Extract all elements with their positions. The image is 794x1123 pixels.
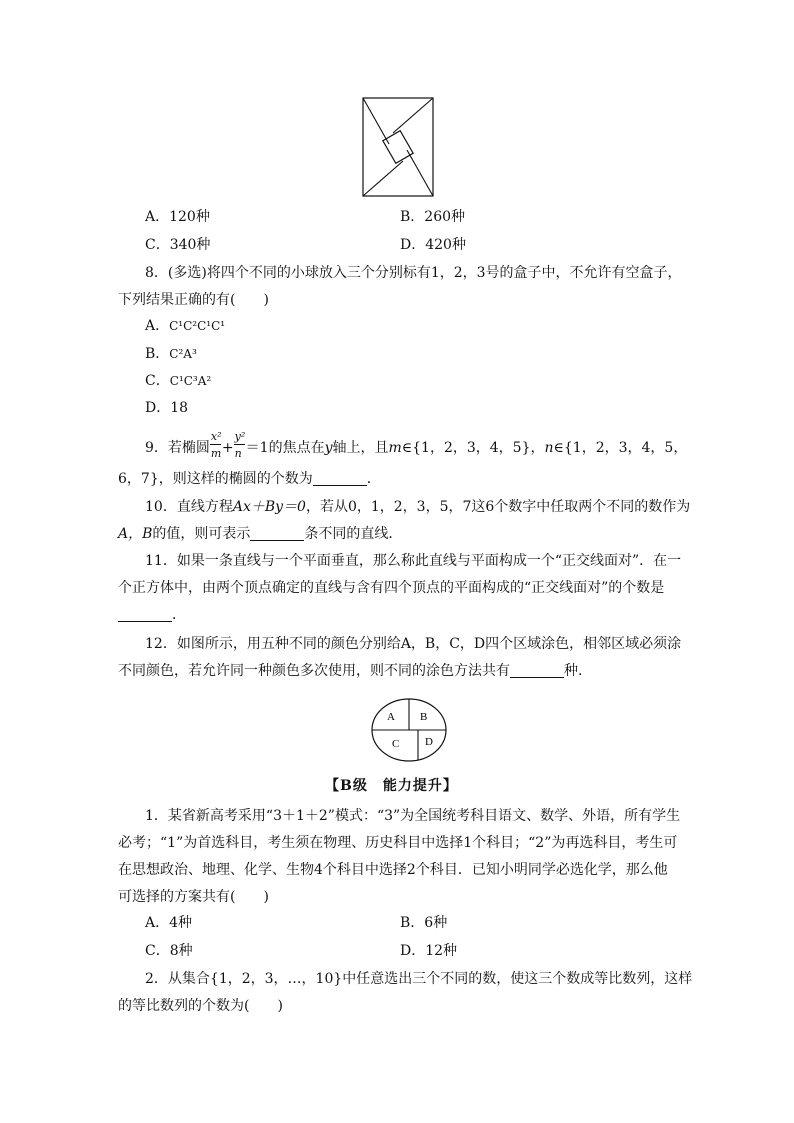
section-b-title: 【B级 能力提升】 <box>325 778 458 794</box>
q8-option-a <box>145 316 225 336</box>
q9-stem-line1 <box>145 430 688 461</box>
q9-after-y: 轴上，且 <box>332 440 389 456</box>
q10-vars: A，B <box>118 526 153 542</box>
q8-option-b <box>145 344 197 364</box>
q10-stem-line2 <box>118 524 402 544</box>
q12-stem-line1: 12．如图所示，用五种不同的颜色分别给A，B，C，D四个区域涂色，相邻区域必须涂 <box>145 636 682 652</box>
b1-option-c: C．8种 <box>145 943 193 959</box>
b1-stem-line2: 必考；“1”为首选科目，考生须在物理、历史科目中选择1个科目；“2”为再选科目，考生可 <box>118 835 678 851</box>
q9-frac2-den: n <box>234 447 242 460</box>
region-label-c: C <box>392 738 400 750</box>
q9-plus: + <box>221 440 234 456</box>
q12-line2-a: 不同颜色，若允许同一种颜色多次使用，则不同的涂色方法共有 <box>118 663 510 679</box>
b1-stem-line4: 可选择的方案共有( ) <box>118 889 269 905</box>
q11-answer-blank <box>118 607 172 622</box>
region-label-a: A <box>387 711 395 723</box>
q9-line2-text: 6，7}，则这样的椭圆的个数为 <box>118 471 313 487</box>
q8-option-b-prefix: B． <box>145 346 170 362</box>
q9-fraction-x <box>210 430 222 461</box>
q10-stem-line1 <box>145 497 690 517</box>
q8-option-d: D．18 <box>145 400 189 416</box>
q8-option-c <box>145 371 211 391</box>
region-label-d: D <box>425 736 433 748</box>
pinwheel-line-3 <box>407 150 433 196</box>
q11-stem-line2: 个正方体中，由两个顶点确定的直线与含有四个顶点的平面构成的“正交线面对”的个数是 <box>118 580 665 596</box>
q9-end: ． <box>366 471 381 487</box>
q9-frac1-den: m <box>210 447 222 460</box>
q10-prefix: 10．直线方程 <box>145 499 233 515</box>
b2-stem-line1: 2．从集合{1，2，3，…，10}中任意选出三个不同的数，使这三个数成等比数列，这样 <box>145 971 693 987</box>
b2-stem-line2: 的等比数列的个数为( ) <box>118 998 283 1014</box>
q7-option-c: C．340种 <box>145 237 211 253</box>
pinwheel-line-1 <box>363 98 389 144</box>
b1-option-d: D．12种 <box>400 943 458 959</box>
q8-option-a-prefix: A． <box>145 318 170 334</box>
q12-line2-b: 种． <box>564 663 592 679</box>
q10-line2-b: 条不同的直线． <box>304 526 403 542</box>
inner-square <box>383 131 413 164</box>
q9-answer-blank <box>313 471 367 486</box>
q8-option-a-formula: C¹C²C¹C¹ <box>169 319 226 333</box>
q7-option-b: B．260种 <box>400 209 466 225</box>
q8-stem-line1: 8．(多选)将四个不同的小球放入三个分别标有1，2，3号的盒子中，不允许有空盒子， <box>145 265 682 281</box>
b1-stem-line1: 1．某省新高考采用“3＋1＋2”模式：“3”为全国统考科目语文、数学、外语，所有学生 <box>145 808 681 824</box>
circle-regions-figure <box>370 697 448 763</box>
q9-var-n: n <box>544 440 554 456</box>
q11-end: ． <box>172 607 186 623</box>
q9-set-m: ∈{1，2，3，4，5}， <box>401 440 545 456</box>
q8-stem-line2: 下列结果正确的有( ) <box>118 292 269 308</box>
q11-stem-line1: 11．如果一条直线与一个平面垂直，那么称此直线与平面构成一个“正交线面对”．在一 <box>145 553 682 569</box>
outer-square <box>363 98 433 196</box>
pinwheel-line-4 <box>363 161 403 196</box>
q9-frac1-num: x² <box>210 430 222 443</box>
q10-answer-blank <box>250 526 304 541</box>
q7-option-d: D．420种 <box>400 237 466 253</box>
q9-set-n: ∈{1，2，3，4，5， <box>553 440 688 456</box>
q9-var-y: y <box>324 440 333 456</box>
q12-answer-blank <box>510 663 564 678</box>
q11-stem-line3 <box>118 605 186 625</box>
q9-mid: ＝1的焦点在 <box>245 440 325 456</box>
q10-line2-a: 的值，则可表示 <box>152 526 251 542</box>
q9-frac2-num: y² <box>234 430 246 443</box>
q7-option-a: A．120种 <box>145 209 210 225</box>
q8-option-b-formula: C²A³ <box>169 347 197 361</box>
b1-option-b: B．6种 <box>400 915 448 931</box>
b1-option-a: A．4种 <box>145 915 193 931</box>
square-pinwheel-figure <box>362 97 434 197</box>
q10-equation: Ax＋By＝0 <box>232 499 306 515</box>
pinwheel-line-2 <box>393 98 433 133</box>
q9-stem-line2 <box>118 469 381 489</box>
region-label-b: B <box>420 711 428 723</box>
q9-fraction-y <box>234 430 246 461</box>
q8-option-c-prefix: C． <box>145 373 170 389</box>
b1-stem-line3: 在思想政治、地理、化学、生物4个科目中选择2个科目．已知小明同学必选化学，那么他 <box>118 862 668 878</box>
q9-var-m: m <box>388 440 402 456</box>
q12-stem-line2 <box>118 661 592 681</box>
q10-rest: ，若从0，1，2，3，5，7这6个数字中任取两个不同的数作为 <box>305 499 691 515</box>
q8-option-c-formula: C¹C³A² <box>169 374 212 388</box>
q9-prefix: 9．若椭圆 <box>145 440 210 456</box>
